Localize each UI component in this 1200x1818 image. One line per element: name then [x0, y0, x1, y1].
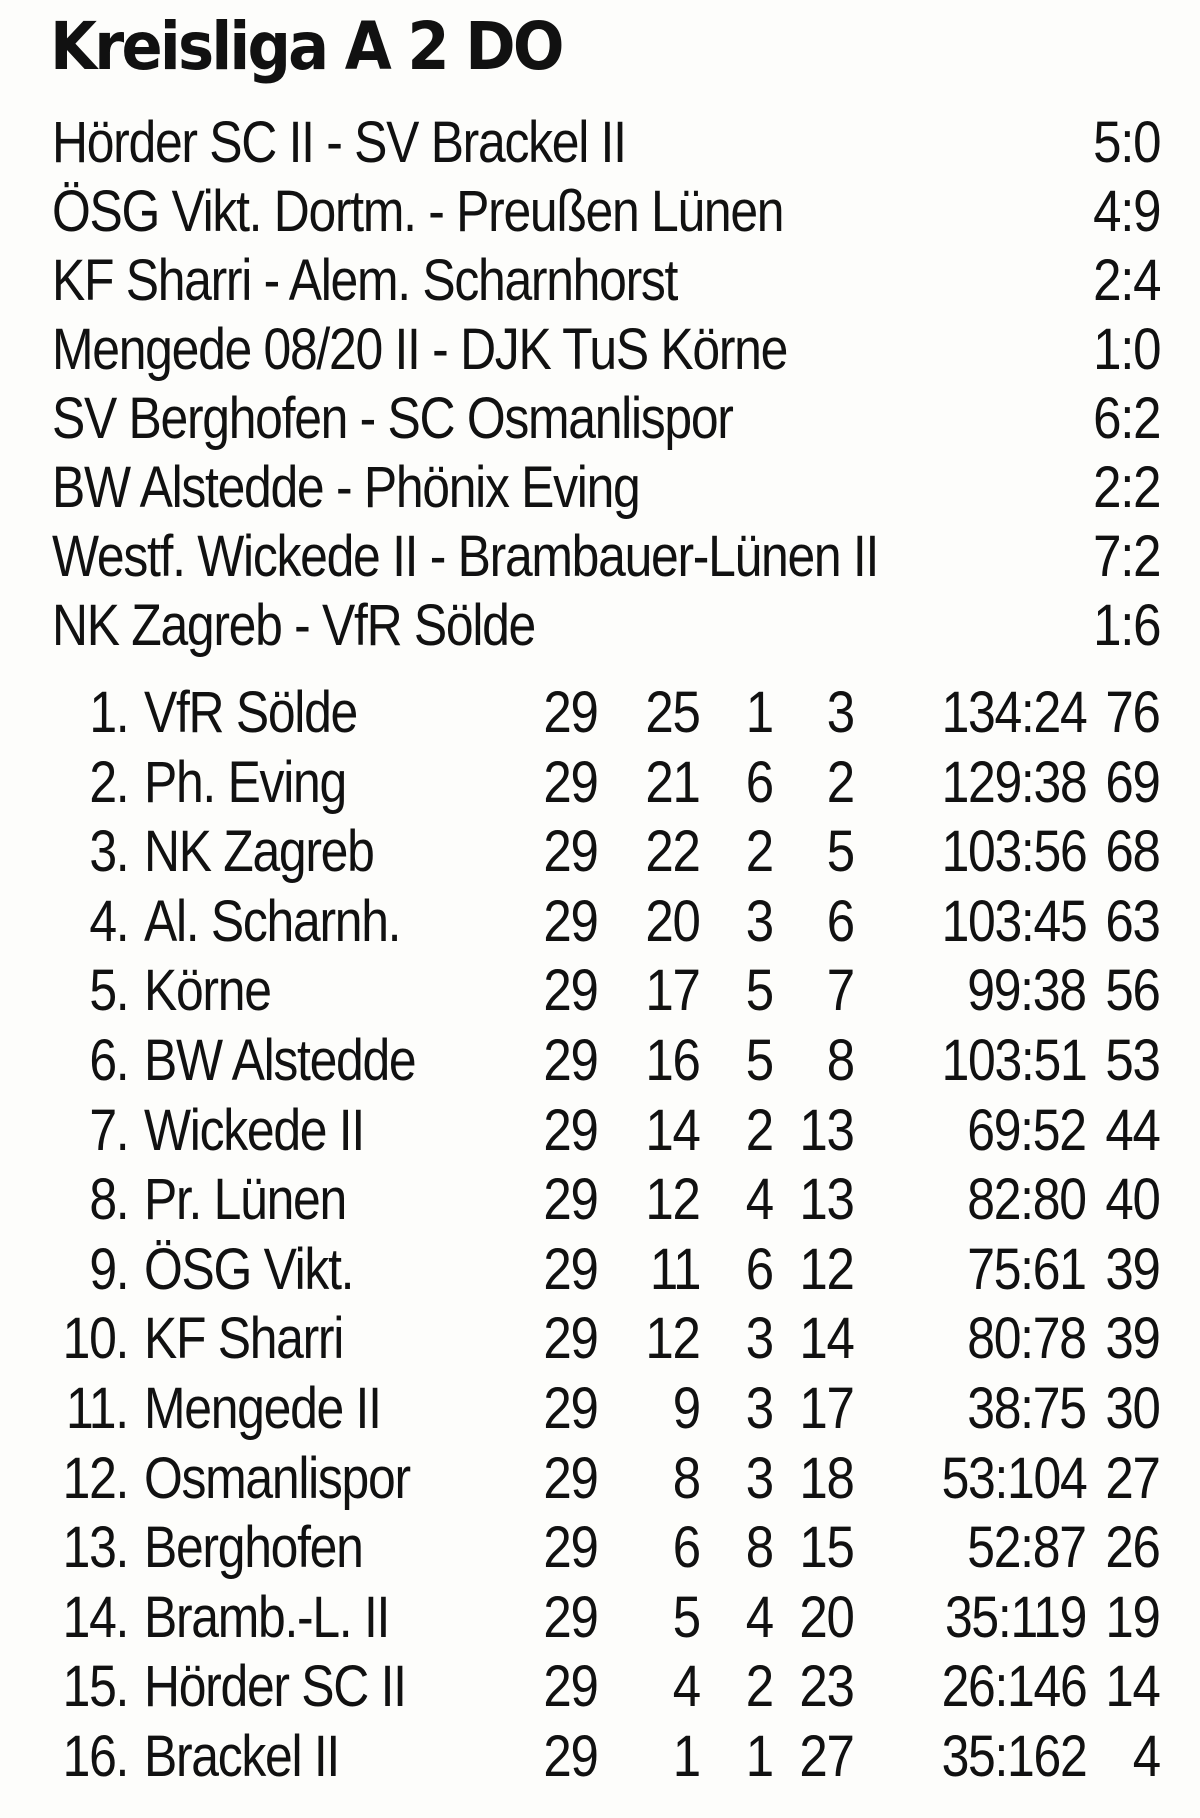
result-row [52, 453, 1160, 522]
standings-won: 22 [645, 819, 700, 885]
standings-rank: 11. [66, 1375, 128, 1441]
match-results [52, 108, 1160, 660]
standings-drawn: 3 [745, 888, 773, 954]
standings-team: ÖSG Vikt. [144, 1236, 354, 1302]
standings-rank: 1. [88, 680, 128, 745]
standings-drawn: 5 [745, 958, 773, 1024]
standings-points: 27 [1105, 1445, 1160, 1511]
standings-goals: 52:87 [967, 1515, 1086, 1581]
standings-row [0, 1722, 1200, 1792]
standings-rank: 9. [88, 1236, 128, 1302]
standings-rank: 2. [88, 749, 128, 815]
standings-won: 21 [645, 749, 700, 815]
standings-team: Pr. Lünen [144, 1167, 346, 1233]
result-score: 4:9 [1092, 179, 1160, 244]
result-match: Westf. Wickede II - Brambauer-Lünen II [52, 524, 879, 589]
standings-played: 29 [543, 1306, 598, 1372]
standings-drawn: 1 [745, 680, 773, 745]
result-score: 6:2 [1092, 386, 1160, 451]
result-match: Hörder SC II - SV Brackel II [52, 110, 626, 175]
standings-row [0, 1026, 1200, 1096]
standings-team: NK Zagreb [144, 819, 374, 885]
league-title: Kreisliga A 2 DO [50, 8, 562, 85]
standings-played: 29 [543, 1445, 598, 1511]
standings-rank: 5. [88, 958, 128, 1024]
standings-won: 11 [649, 1236, 700, 1302]
standings-team: Hörder SC II [144, 1654, 406, 1720]
standings-team: Mengede II [144, 1375, 381, 1441]
result-match: KF Sharri - Alem. Scharnhorst [52, 248, 678, 313]
standings-lost: 23 [799, 1654, 854, 1720]
standings-won: 12 [645, 1167, 700, 1233]
result-row [52, 177, 1160, 246]
standings-drawn: 3 [745, 1306, 773, 1372]
standings-team: Bramb.-L. II [144, 1584, 390, 1650]
standings-row [0, 748, 1200, 818]
standings-team: Wickede II [144, 1097, 364, 1163]
standings-played: 29 [543, 1515, 598, 1581]
standings-drawn: 3 [745, 1445, 773, 1511]
standings-lost: 5 [826, 819, 854, 885]
standings-points: 14 [1105, 1654, 1160, 1720]
result-match: NK Zagreb - VfR Sölde [52, 593, 536, 658]
standings-team: Brackel II [144, 1723, 340, 1789]
standings-drawn: 4 [745, 1167, 773, 1233]
standings-goals: 38:75 [967, 1375, 1086, 1441]
standings-goals: 53:104 [941, 1445, 1086, 1511]
standings-row [0, 1235, 1200, 1305]
standings-team: BW Alstedde [144, 1027, 416, 1093]
standings-lost: 17 [799, 1375, 854, 1441]
standings-won: 16 [645, 1027, 700, 1093]
standings-row [0, 1374, 1200, 1444]
standings-points: 30 [1105, 1375, 1160, 1441]
standings-lost: 3 [826, 680, 854, 745]
standings-row [0, 1513, 1200, 1583]
standings-goals: 69:52 [967, 1097, 1086, 1163]
standings-lost: 20 [799, 1584, 854, 1650]
standings-won: 4 [672, 1654, 700, 1720]
result-row [52, 246, 1160, 315]
standings-played: 29 [543, 1723, 598, 1789]
standings-rank: 4. [88, 888, 128, 954]
result-row [52, 522, 1160, 591]
standings-team: Osmanlispor [144, 1445, 410, 1511]
standings-row [0, 1652, 1200, 1722]
standings-lost: 2 [826, 749, 854, 815]
standings-rank: 8. [88, 1167, 128, 1233]
standings-team: Berghofen [144, 1515, 363, 1581]
standings-points: 4 [1132, 1723, 1160, 1789]
standings-team: VfR Sölde [144, 680, 357, 745]
standings-goals: 103:51 [941, 1027, 1086, 1093]
standings-team: Ph. Eving [144, 749, 346, 815]
standings-rank: 14. [62, 1584, 128, 1650]
standings-played: 29 [543, 1097, 598, 1163]
result-match: SV Berghofen - SC Osmanlispor [52, 386, 733, 451]
result-score: 2:2 [1092, 455, 1160, 520]
result-match: ÖSG Vikt. Dortm. - Preußen Lünen [52, 179, 784, 244]
result-row [52, 315, 1160, 384]
standings-points: 19 [1105, 1584, 1160, 1650]
standings-lost: 8 [826, 1027, 854, 1093]
result-row [52, 591, 1160, 660]
standings-goals: 26:146 [941, 1654, 1086, 1720]
standings-drawn: 2 [745, 1097, 773, 1163]
standings-won: 1 [672, 1723, 700, 1789]
standings-row [0, 678, 1200, 748]
standings-won: 17 [645, 958, 700, 1024]
standings-played: 29 [543, 749, 598, 815]
standings-row [0, 1444, 1200, 1514]
standings-played: 29 [543, 958, 598, 1024]
standings-played: 29 [543, 1584, 598, 1650]
result-row [52, 108, 1160, 177]
standings-row [0, 887, 1200, 957]
standings-drawn: 2 [745, 819, 773, 885]
standings-points: 40 [1105, 1167, 1160, 1233]
standings-row [0, 956, 1200, 1026]
standings-goals: 129:38 [941, 749, 1086, 815]
standings-won: 8 [672, 1445, 700, 1511]
standings-points: 69 [1105, 749, 1160, 815]
standings-points: 68 [1105, 819, 1160, 885]
standings-lost: 27 [799, 1723, 854, 1789]
standings-points: 63 [1105, 888, 1160, 954]
standings-lost: 14 [799, 1306, 854, 1372]
standings-drawn: 8 [745, 1515, 773, 1581]
standings-points: 39 [1105, 1306, 1160, 1372]
standings-team: KF Sharri [144, 1306, 344, 1372]
standings-points: 53 [1105, 1027, 1160, 1093]
result-score: 5:0 [1092, 110, 1160, 175]
standings-row [0, 1583, 1200, 1653]
standings-rank: 16. [62, 1723, 128, 1789]
standings-drawn: 4 [745, 1584, 773, 1650]
standings-lost: 7 [826, 958, 854, 1024]
standings-goals: 35:119 [944, 1584, 1086, 1650]
standings-played: 29 [543, 1375, 598, 1441]
standings-lost: 13 [799, 1097, 854, 1163]
standings-rank: 12. [62, 1445, 128, 1511]
standings-row [0, 817, 1200, 887]
standings-won: 20 [645, 888, 700, 954]
result-row [52, 384, 1160, 453]
standings-won: 14 [645, 1097, 700, 1163]
standings-team: Körne [144, 958, 271, 1024]
standings-played: 29 [543, 1027, 598, 1093]
result-score: 7:2 [1092, 524, 1160, 589]
standings-goals: 103:56 [941, 819, 1086, 885]
result-match: BW Alstedde - Phönix Eving [52, 455, 640, 520]
standings-row [0, 1165, 1200, 1235]
standings-table [0, 678, 1200, 1792]
standings-rank: 6. [88, 1027, 128, 1093]
standings-row [0, 1304, 1200, 1374]
standings-won: 5 [672, 1584, 700, 1650]
standings-rank: 3. [88, 819, 128, 885]
result-score: 1:0 [1092, 317, 1160, 382]
standings-lost: 18 [799, 1445, 854, 1511]
standings-lost: 15 [799, 1515, 854, 1581]
standings-played: 29 [543, 1167, 598, 1233]
standings-drawn: 5 [745, 1027, 773, 1093]
standings-row [0, 1096, 1200, 1166]
standings-goals: 80:78 [967, 1306, 1086, 1372]
standings-points: 76 [1105, 680, 1160, 745]
standings-goals: 75:61 [967, 1236, 1086, 1302]
standings-drawn: 2 [745, 1654, 773, 1720]
standings-goals: 103:45 [941, 888, 1086, 954]
standings-won: 25 [645, 680, 700, 745]
standings-lost: 13 [799, 1167, 854, 1233]
standings-goals: 99:38 [967, 958, 1086, 1024]
result-match: Mengede 08/20 II - DJK TuS Körne [52, 317, 788, 382]
standings-drawn: 6 [745, 749, 773, 815]
standings-won: 6 [672, 1515, 700, 1581]
standings-drawn: 1 [745, 1723, 773, 1789]
standings-played: 29 [543, 1654, 598, 1720]
standings-drawn: 6 [745, 1236, 773, 1302]
standings-won: 12 [645, 1306, 700, 1372]
standings-rank: 10. [62, 1306, 128, 1372]
standings-points: 26 [1105, 1515, 1160, 1581]
standings-points: 44 [1105, 1097, 1160, 1163]
standings-played: 29 [543, 819, 598, 885]
standings-won: 9 [672, 1375, 700, 1441]
standings-lost: 12 [799, 1236, 854, 1302]
standings-team: Al. Scharnh. [144, 888, 401, 954]
result-score: 2:4 [1092, 248, 1160, 313]
standings-rank: 7. [88, 1097, 128, 1163]
result-score: 1:6 [1092, 593, 1160, 658]
standings-goals: 82:80 [967, 1167, 1086, 1233]
standings-points: 56 [1105, 958, 1160, 1024]
standings-goals: 35:162 [941, 1723, 1086, 1789]
standings-rank: 15. [62, 1654, 128, 1720]
standings-drawn: 3 [745, 1375, 773, 1441]
standings-goals: 134:24 [941, 680, 1086, 745]
standings-rank: 13. [62, 1515, 128, 1581]
standings-played: 29 [543, 888, 598, 954]
standings-points: 39 [1105, 1236, 1160, 1302]
standings-lost: 6 [826, 888, 854, 954]
standings-played: 29 [543, 1236, 598, 1302]
standings-played: 29 [543, 680, 598, 745]
